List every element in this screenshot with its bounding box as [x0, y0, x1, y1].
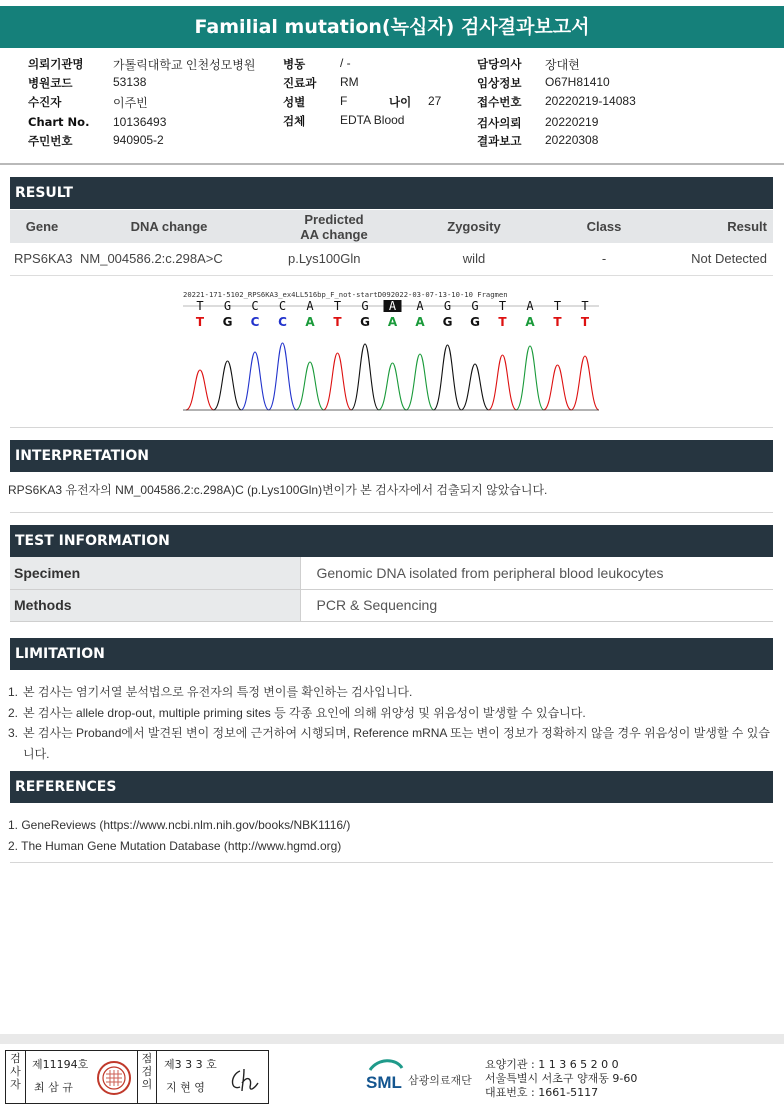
verifier-label-text: 점 검 의 [141, 1052, 153, 1091]
called-base: T [498, 315, 507, 329]
patient-label: 수진자 [28, 95, 62, 109]
called-base: T [553, 315, 562, 329]
divider [10, 512, 773, 513]
ruler-base: T [553, 299, 562, 313]
ruler-base: T [581, 299, 589, 313]
accession-value: 20220219-14083 [545, 94, 636, 108]
list-item: 1. GeneReviews (https://www.ncbi.nlm.nih.gov/books/NBK1116/) [8, 818, 351, 832]
called-base: G [442, 315, 453, 329]
accession-label: 접수번호 [477, 95, 522, 109]
limitation-list [8, 682, 778, 764]
list-item: 1. 본 검사는 염기서열 분석법으로 유전자의 특정 변이를 확인하는 검사입니다. [8, 682, 778, 703]
ruler-base: T [333, 299, 342, 313]
trace-peak [434, 345, 462, 410]
ruler-base: A [306, 299, 314, 313]
result-header-row [10, 210, 773, 243]
trace-peak [406, 354, 434, 410]
called-base: A [387, 315, 398, 329]
seal-stamp-icon [96, 1060, 132, 1096]
list-item: 2. 본 검사는 allele drop-out, multiple priming sites 등 각종 요인에 의해 위양성 및 위음성이 발생할 수 있습니다. [8, 703, 778, 724]
called-base: T [333, 315, 342, 329]
ruler-base: A [416, 299, 424, 313]
test-info-heading: TEST INFORMATION [10, 525, 773, 557]
list-item: 3. 본 검사는 Proband에서 발견된 변이 정보에 근거하여 시행되며, Reference mRNA 또는 변이 정보가 정확하지 않을 경우 위음성이 발생할 수 있습니다. [8, 723, 778, 764]
reported-value: 20220308 [545, 133, 599, 147]
trace-peak [516, 346, 544, 410]
tester-name: 최 삼 규 [34, 1081, 73, 1094]
chromatogram-image [183, 288, 599, 412]
cell-class: - [544, 243, 664, 275]
col-gene: Gene [10, 210, 74, 243]
code-value: 53138 [113, 75, 147, 89]
trace-peaks [183, 343, 599, 410]
sml-logo-icon [364, 1056, 408, 1096]
test-info-table [10, 557, 773, 622]
trace-peak [241, 352, 269, 410]
col-zygosity: Zygosity [404, 210, 544, 243]
report-title: Familial mutation(녹십자) 검사결과보고서 [0, 6, 784, 48]
table-row [10, 243, 773, 275]
trace-peak [269, 343, 297, 410]
patient-value: 이주빈 [113, 96, 148, 110]
header-divider [0, 163, 784, 165]
requested-label: 검사의뢰 [477, 116, 522, 130]
patient-info [0, 56, 784, 156]
clinical-label: 임상정보 [477, 76, 522, 90]
ruler-base: T [196, 299, 204, 313]
tester-label [6, 1051, 26, 1103]
ruler-base: A [526, 299, 534, 313]
methods-value: PCR & Sequencing [300, 589, 773, 621]
called-base: C [278, 315, 287, 329]
chart-label: Chart No. [28, 115, 90, 129]
table-row [10, 589, 773, 621]
tester-label-text: 검 사 자 [10, 1052, 21, 1091]
sequence-bases [196, 315, 590, 329]
resident-label: 주민번호 [28, 134, 73, 148]
ruler-base: T [498, 299, 507, 313]
specimen-label: Specimen [10, 557, 300, 589]
org-code: 요양기관 : 1 1 3 6 5 2 0 0 [485, 1058, 619, 1071]
verifier-label [137, 1051, 157, 1103]
limitation-heading: LIMITATION [10, 638, 773, 670]
called-base: G [360, 315, 370, 329]
trace-header: 20221-171-5102_RPS6KA3_ex4LL516bp_F_not-startD092022-03-07-13-10-10 Fragmen [183, 290, 508, 299]
footer-band [0, 1034, 784, 1044]
references-list [8, 815, 350, 856]
specimen-value: Genomic DNA isolated from peripheral blood leukocytes [300, 557, 773, 589]
doctor-label: 담당의사 [477, 57, 522, 71]
org-address [485, 1058, 637, 1100]
age-label: 나이 [389, 95, 412, 109]
col-result: Result [664, 210, 773, 243]
trace-peak [296, 362, 324, 410]
sex-label: 성별 [283, 95, 306, 109]
trace-peak [379, 363, 407, 410]
cell-aa-change: p.Lys100Gln [264, 243, 404, 275]
clinical-value: O67H81410 [545, 75, 610, 89]
result-table [10, 210, 773, 276]
cell-dna-change: NM_004586.2:c.298A>C [74, 243, 264, 275]
list-item: 2. The Human Gene Mutation Database (http://www.hgmd.org) [8, 838, 342, 853]
trace-peak [544, 365, 572, 410]
called-base: T [580, 315, 590, 329]
trace-peak [571, 356, 599, 410]
dept-value: RM [340, 75, 359, 89]
logo-text: SML [366, 1073, 402, 1092]
col-aa-change [264, 210, 404, 243]
reference-item: GeneReviews (https://www.ncbi.nlm.nih.gov/books/NBK1116/) [21, 818, 351, 832]
ruler-base: G [471, 299, 479, 313]
called-base: C [250, 315, 260, 329]
org-phone: 대표번호 : 1661-5117 [485, 1086, 599, 1099]
signature-box [5, 1050, 269, 1104]
specimen-value: EDTA Blood [340, 113, 405, 127]
called-base: G [222, 315, 233, 329]
ruler-base: A [388, 299, 397, 313]
limitation-item: 본 검사는 염기서열 분석법으로 유전자의 특정 변이를 확인하는 검사입니다. [23, 685, 413, 699]
reference-item: The Human Gene Mutation Database (http://www.hgmd.org) [21, 838, 342, 853]
interpretation-text: RPS6KA3 유전자의 NM_004586.2:c.298A)C (p.Lys100Gln)변이가 본 검사자에서 검출되지 않았습니다. [8, 483, 548, 497]
ruler-base: C [278, 299, 287, 313]
organization-block [364, 1054, 784, 1104]
resident-value: 940905-2 [113, 133, 164, 147]
trace-peak [186, 370, 214, 410]
sequence-ruler [183, 299, 599, 313]
dept-label: 진료과 [283, 76, 317, 90]
verifier-no: 제3 3 3 호 [164, 1058, 217, 1071]
limitation-item: 본 검사는 allele drop-out, multiple priming sites 등 각종 요인에 의해 위양성 및 위음성이 발생할 수 있습니다. [23, 705, 586, 720]
specimen-label: 검체 [283, 114, 306, 128]
col-aa-line1: Predicted [304, 211, 364, 227]
called-base: A [525, 315, 535, 329]
trace-peak [489, 355, 517, 410]
trace-peak [214, 361, 242, 410]
cell-zygosity: wild [404, 243, 544, 275]
trace-peak [351, 344, 379, 410]
col-class: Class [544, 210, 664, 243]
hospital-label: 의뢰기관명 [28, 57, 84, 71]
org-name: 삼광의료재단 [408, 1074, 472, 1087]
reported-label: 결과보고 [477, 134, 522, 148]
ruler-base: G [443, 299, 452, 313]
sex-value: F [340, 94, 348, 108]
ward-label: 병동 [283, 57, 306, 71]
age-value: 27 [428, 94, 442, 108]
col-aa-line2: AA change [300, 226, 368, 242]
references-heading: REFERENCES [10, 771, 773, 803]
ruler-base: G [361, 299, 369, 313]
ward-value: / - [340, 56, 351, 70]
ruler-base: C [251, 299, 259, 313]
divider [10, 427, 773, 428]
col-dna-change: DNA change [74, 210, 264, 243]
limitation-item: 본 검사는 Proband에서 발견된 변이 정보에 근거하여 시행되며, Reference mRNA 또는 변이 정보가 정확하지 않을 경우 위음성이 발생할 수 있습니다. [23, 726, 770, 761]
doctor-value: 장대현 [545, 58, 580, 72]
called-base: G [470, 315, 480, 329]
hospital-value: 가톨릭대학교 인천성모병원 [113, 58, 256, 72]
requested-value: 20220219 [545, 115, 599, 129]
called-base: A [415, 315, 425, 329]
verifier-name: 지 현 영 [166, 1081, 205, 1094]
signature-icon [226, 1065, 262, 1095]
table-row [10, 557, 773, 589]
org-street: 서울특별시 서초구 양재동 9-60 [485, 1072, 638, 1085]
cell-result: Not Detected [664, 243, 773, 275]
methods-label: Methods [10, 589, 300, 621]
called-base: A [305, 315, 315, 329]
called-base: T [195, 315, 205, 329]
ruler-base: G [223, 299, 232, 313]
divider [10, 862, 773, 863]
chart-value: 10136493 [113, 115, 167, 129]
cell-gene: RPS6KA3 [10, 243, 74, 275]
result-heading: RESULT [10, 177, 773, 209]
tester-no: 제11194호 [32, 1058, 89, 1071]
trace-peak [324, 353, 352, 410]
interpretation-heading: INTERPRETATION [10, 440, 773, 472]
code-label: 병원코드 [28, 76, 73, 90]
trace-peak [461, 364, 489, 410]
